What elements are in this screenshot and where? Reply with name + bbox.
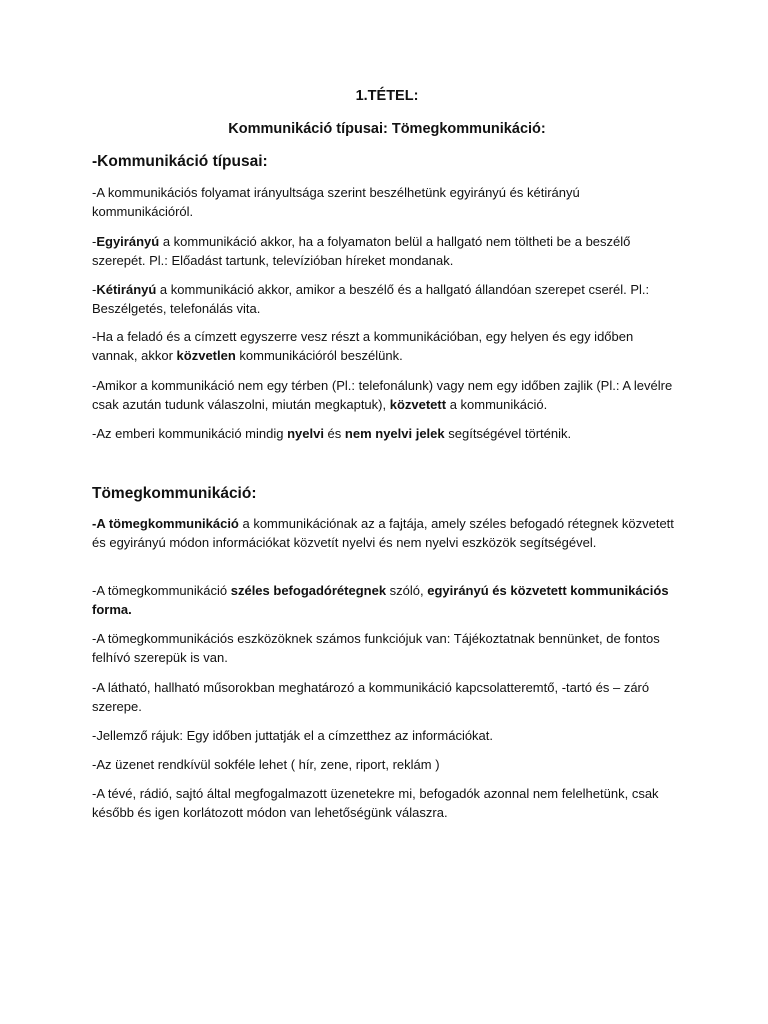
bold-text: Egyirányú	[96, 234, 160, 249]
text-run: a kommunikáció akkor, amikor a beszélő és a hallgató állandóan szerepet cserél. Pl.: Beszélgetés, telefonálás vita.	[92, 282, 650, 316]
text-run: -A látható, hallható műsorokban meghatározó a kommunikáció kapcsolatteremtő, -tartó és – záró szerepe.	[92, 680, 650, 714]
paragraph	[92, 376, 682, 414]
bold-text: Kétirányú	[96, 282, 157, 297]
text-run: a kommunikáció.	[446, 397, 548, 412]
paragraph	[92, 581, 682, 619]
bold-text: -A tömegkommunikáció	[92, 516, 239, 531]
section-heading-mass-communication: Tömegkommunikáció:	[92, 485, 257, 502]
bold-text: nem nyelvi jelek	[344, 426, 445, 441]
text-run: -	[92, 234, 97, 249]
paragraph	[92, 629, 682, 667]
paragraph	[92, 424, 682, 443]
text-run: a kommunikáció akkor, ha a folyamaton belül a hallgató nem töltheti be a beszélő szerepét. Pl.: Előadást tartunk, televízióban híreket mondanak.	[92, 234, 631, 268]
paragraph	[92, 280, 682, 318]
text-run: szóló,	[386, 583, 428, 598]
paragraph	[92, 726, 682, 745]
section-heading-types: -Kommunikáció típusai:	[92, 153, 268, 170]
paragraph	[92, 755, 682, 774]
text-run: segítségével történik.	[444, 426, 572, 441]
document-title: 1.TÉTEL:	[355, 88, 419, 104]
paragraph	[92, 327, 682, 365]
paragraph	[92, 183, 682, 221]
bold-text: széles befogadórétegnek	[230, 583, 387, 598]
text-run: -Az emberi kommunikáció mindig	[92, 426, 288, 441]
paragraph	[92, 678, 682, 716]
text-run: -A tömegkommunikációs eszközöknek számos funkciójuk van: Tájékoztatnak bennünket, de fontos felhívó szerepük is van.	[92, 631, 660, 665]
document-subtitle: Kommunikáció típusai: Tömegkommunikáció:	[228, 121, 546, 137]
text-run: -A tömegkommunikáció	[92, 583, 231, 598]
text-run: -Jellemző rájuk: Egy időben juttatják el a címzetthez az információkat.	[92, 728, 494, 743]
paragraph	[92, 784, 682, 822]
text-run: -Ha a feladó és a címzett egyszerre vesz részt a kommunikációban, egy helyen és egy időben vannak, akkor	[92, 329, 634, 363]
text-run: kommunikációról beszélünk.	[235, 348, 403, 363]
bold-text: nyelvi	[287, 426, 324, 441]
text-run: -	[92, 282, 97, 297]
text-run: -A tévé, rádió, sajtó által megfogalmazott üzenetekre mi, befogadók azonnal nem felelhetünk, csak később és igen korlátozott módon van lehetőségünk válaszra.	[92, 786, 659, 820]
text-run: a kommunikációnak az a fajtája, amely széles befogadó rétegnek közvetett és egyirányú módon információkat közvetít nyelvi és nem nyelvi eszközök segítségével.	[92, 516, 674, 550]
text-run: -Az üzenet rendkívül sokféle lehet ( hír, zene, riport, reklám )	[92, 757, 440, 772]
bold-text: egyirányú és közvetett kommunikációs forma.	[92, 583, 669, 617]
paragraph	[92, 232, 682, 270]
paragraph	[92, 514, 682, 552]
text-run: -Amikor a kommunikáció nem egy térben (Pl.: telefonálunk) vagy nem egy időben zajlik (Pl.: A levélre csak azután tudunk válaszolni, miután megkaptuk),	[92, 378, 673, 412]
text-run: és	[323, 426, 345, 441]
text-run: -A kommunikációs folyamat irányultsága szerint beszélhetünk egyirányú és kétirányú kommunikációról.	[92, 185, 580, 219]
bold-text: közvetlen	[176, 348, 236, 363]
bold-text: közvetett	[389, 397, 447, 412]
